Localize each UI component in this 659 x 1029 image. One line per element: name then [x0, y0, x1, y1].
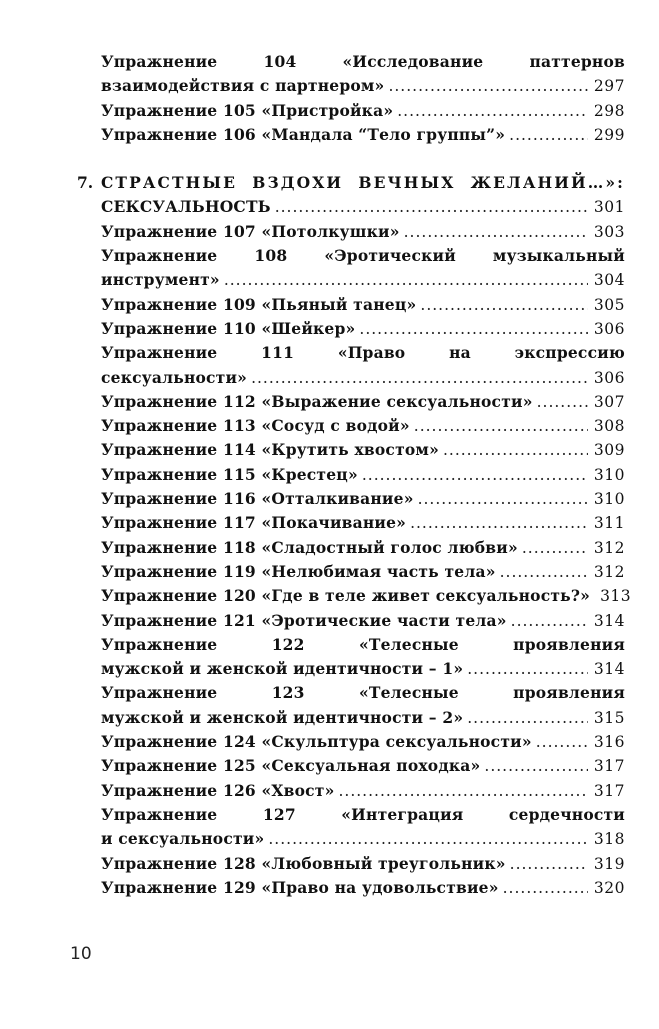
toc-entry-final-line: [101, 584, 632, 608]
toc-entry: [101, 438, 625, 462]
toc-entry-title: Упражнение 124 «Скульптура сексуальности»: [101, 732, 532, 752]
toc-entry: [101, 244, 625, 293]
toc-entry-final-line: [101, 657, 625, 681]
toc-entry-final-line: [101, 74, 625, 98]
toc-entry-line: Упражнение 127 «Интеграция сердечности: [101, 804, 625, 824]
toc-entry: [101, 341, 625, 390]
toc-entry-title: мужской и женской идентичности – 2»: [101, 707, 464, 727]
toc-entry-page-number: 297: [593, 77, 625, 96]
toc-entry-final-line: [101, 293, 625, 317]
toc-entry-page-number: 299: [593, 125, 625, 144]
dot-leader: [359, 317, 588, 341]
toc-entry: [101, 754, 625, 778]
dot-leader: [388, 74, 587, 98]
toc-entry-title: Упражнение 107 «Потолкушки»: [101, 221, 400, 241]
toc-entry-title: и сексуальности»: [101, 829, 265, 849]
toc-entry: [101, 50, 625, 99]
toc-entry-title: Упражнение 118 «Сладостный голос любви»: [101, 537, 518, 557]
dot-leader: [510, 852, 588, 876]
toc-entry: [101, 220, 625, 244]
toc-entry: [101, 681, 625, 730]
toc-entry-page-number: 310: [593, 465, 625, 484]
section-gap: [101, 147, 625, 171]
toc-entry-line: Упражнение 122 «Телесные проявления: [101, 634, 625, 654]
toc-entry-final-line: [101, 730, 625, 754]
dot-leader: [511, 609, 588, 633]
toc-entry-page-number: 313: [600, 587, 632, 606]
toc-entry-page-number: 307: [593, 392, 625, 411]
toc-entry-page-number: 316: [593, 733, 625, 752]
dot-leader: [275, 195, 588, 219]
toc-entry-final-line: [101, 463, 625, 487]
toc-chapter: [77, 171, 625, 220]
dot-leader: [404, 220, 588, 244]
dot-leader: [414, 414, 588, 438]
toc-entry-line: Упражнение 123 «Телесные проявления: [101, 683, 625, 703]
toc-entry: [101, 99, 625, 123]
dot-leader: [418, 487, 588, 511]
chapter-title-text: СЕКСУАЛЬНОСТЬ: [101, 197, 271, 217]
toc-entry-final-line: [101, 487, 625, 511]
chapter-page-number: 301: [593, 198, 625, 217]
toc-entry-page-number: 308: [593, 417, 625, 436]
toc-entry-title: Упражнение 119 «Нелюбимая часть тела»: [101, 561, 496, 581]
dot-leader: [338, 779, 587, 803]
toc-entry: [101, 803, 625, 852]
dot-leader: [537, 390, 588, 414]
toc-entry-page-number: 317: [593, 781, 625, 800]
toc-entry-final-line: [101, 827, 625, 851]
toc-entry-title: Упражнение 117 «Покачивание»: [101, 513, 407, 533]
toc-entry-title: Упражнение 116 «Отталкивание»: [101, 489, 414, 509]
toc-entry-final-line: [101, 876, 625, 900]
toc-entry-page-number: 320: [593, 878, 625, 897]
toc-entry-page-number: 318: [593, 830, 625, 849]
toc-entry-final-line: [101, 268, 625, 292]
toc-top-entries: [101, 50, 625, 147]
toc-entry: [101, 584, 632, 608]
toc-entry-page-number: 312: [593, 538, 625, 557]
page-number: 10: [70, 944, 92, 964]
dot-leader: [503, 876, 588, 900]
dot-leader: [467, 706, 588, 730]
toc-entry-page-number: 306: [593, 319, 625, 338]
toc-entry-line: Упражнение 104 «Исследование паттернов: [101, 52, 625, 71]
toc-entry-page-number: 314: [593, 611, 625, 630]
toc-entry-page-number: 315: [593, 708, 625, 727]
dot-leader: [410, 511, 588, 535]
toc-entry: [101, 293, 625, 317]
toc-entry: [101, 560, 625, 584]
toc-entry-final-line: [101, 754, 625, 778]
chapter-title-line: СТРАСТНЫЕ ВЗДОХИ ВЕЧНЫХ ЖЕЛАНИЙ…»:: [101, 173, 625, 193]
dot-leader: [500, 560, 588, 584]
toc-entry-final-line: [101, 366, 625, 390]
toc-entry: [101, 317, 625, 341]
toc-entry-final-line: [101, 438, 625, 462]
toc-entry-page-number: 310: [593, 490, 625, 509]
toc-entry: [101, 511, 625, 535]
toc-entry-title: Упражнение 114 «Крутить хвостом»: [101, 440, 439, 460]
toc-entry: [101, 730, 625, 754]
toc-entry: [101, 609, 625, 633]
toc-entry-final-line: [101, 99, 625, 123]
toc-entry-page-number: 317: [593, 757, 625, 776]
toc-entry-title: Упражнение 128 «Любовный треугольник»: [101, 853, 506, 873]
toc-entry-line: Упражнение 111 «Право на экспрессию: [101, 343, 625, 363]
dot-leader: [224, 268, 588, 292]
toc-entry: [101, 852, 625, 876]
dot-leader: [484, 754, 588, 778]
toc-entry-title: Упражнение 106 «Мандала “Тело группы”»: [101, 124, 506, 144]
dot-leader: [420, 293, 588, 317]
dot-leader: [443, 438, 588, 462]
toc-entry-final-line: [101, 414, 625, 438]
table-of-contents: [77, 50, 632, 900]
toc-entry-page-number: 311: [593, 514, 625, 533]
toc-entry-title: Упражнение 120 «Где в теле живет сексуальность?»: [101, 586, 591, 606]
toc-entry-title: инструмент»: [101, 270, 220, 290]
toc-entry-page-number: 298: [593, 101, 625, 120]
toc-entry-final-line: [101, 779, 625, 803]
toc-entry-final-line: [101, 536, 625, 560]
dot-leader: [522, 536, 588, 560]
toc-entry-final-line: [101, 560, 625, 584]
toc-entry-title: Упражнение 110 «Шейкер»: [101, 318, 356, 338]
toc-entry-final-line: [101, 317, 625, 341]
toc-entry: [101, 876, 625, 900]
toc-entry-title: мужской и женской идентичности – 1»: [101, 659, 464, 679]
toc-entry-page-number: 304: [593, 271, 625, 290]
toc-entry: [101, 463, 625, 487]
toc-entry-final-line: [101, 390, 625, 414]
toc-entry-page-number: 306: [593, 368, 625, 387]
toc-entry-final-line: [101, 123, 625, 147]
toc-chapter-entries: [101, 220, 632, 900]
toc-entry-title: взаимодействия с партнером»: [101, 76, 385, 96]
toc-entry: [101, 487, 625, 511]
toc-entry-final-line: [101, 609, 625, 633]
toc-entry-line: Упражнение 108 «Эротический музыкальный: [101, 246, 625, 266]
toc-entry-title: сексуальности»: [101, 367, 248, 387]
toc-entry: [101, 414, 625, 438]
toc-entry: [101, 536, 625, 560]
toc-entry-page-number: 319: [593, 854, 625, 873]
toc-entry-title: Упражнение 121 «Эротические части тела»: [101, 610, 507, 630]
toc-entry-page-number: 314: [593, 660, 625, 679]
chapter-number: 7.: [77, 173, 94, 193]
toc-entry-title: Упражнение 109 «Пьяный танец»: [101, 294, 417, 314]
dot-leader: [509, 123, 588, 147]
toc-entry: [101, 779, 625, 803]
toc-entry-title: Упражнение 125 «Сексуальная походка»: [101, 756, 481, 776]
toc-entry-page-number: 312: [593, 562, 625, 581]
dot-leader: [536, 730, 588, 754]
toc-entry-final-line: [101, 511, 625, 535]
dot-leader: [467, 657, 588, 681]
toc-entry-final-line: [101, 706, 625, 730]
toc-entry: [101, 390, 625, 414]
toc-entry-title: Упражнение 129 «Право на удовольствие»: [101, 877, 499, 897]
chapter-title-entry: [101, 195, 625, 219]
toc-entry-title: Упражнение 115 «Крестец»: [101, 464, 358, 484]
toc-entry: [101, 633, 625, 682]
toc-entry-title: Упражнение 112 «Выражение сексуальности»: [101, 391, 533, 411]
dot-leader: [397, 99, 588, 123]
toc-entry-page-number: 303: [593, 222, 625, 241]
dot-leader: [362, 463, 588, 487]
toc-entry-page-number: 305: [593, 295, 625, 314]
dot-leader: [268, 827, 588, 851]
toc-entry-page-number: 309: [593, 441, 625, 460]
toc-entry-final-line: [101, 220, 625, 244]
toc-entry-title: Упражнение 126 «Хвост»: [101, 780, 335, 800]
dot-leader: [251, 366, 588, 390]
toc-entry-final-line: [101, 852, 625, 876]
toc-entry: [101, 123, 625, 147]
toc-entry-title: Упражнение 113 «Сосуд с водой»: [101, 416, 410, 436]
toc-entry-title: Упражнение 105 «Пристройка»: [101, 100, 394, 120]
